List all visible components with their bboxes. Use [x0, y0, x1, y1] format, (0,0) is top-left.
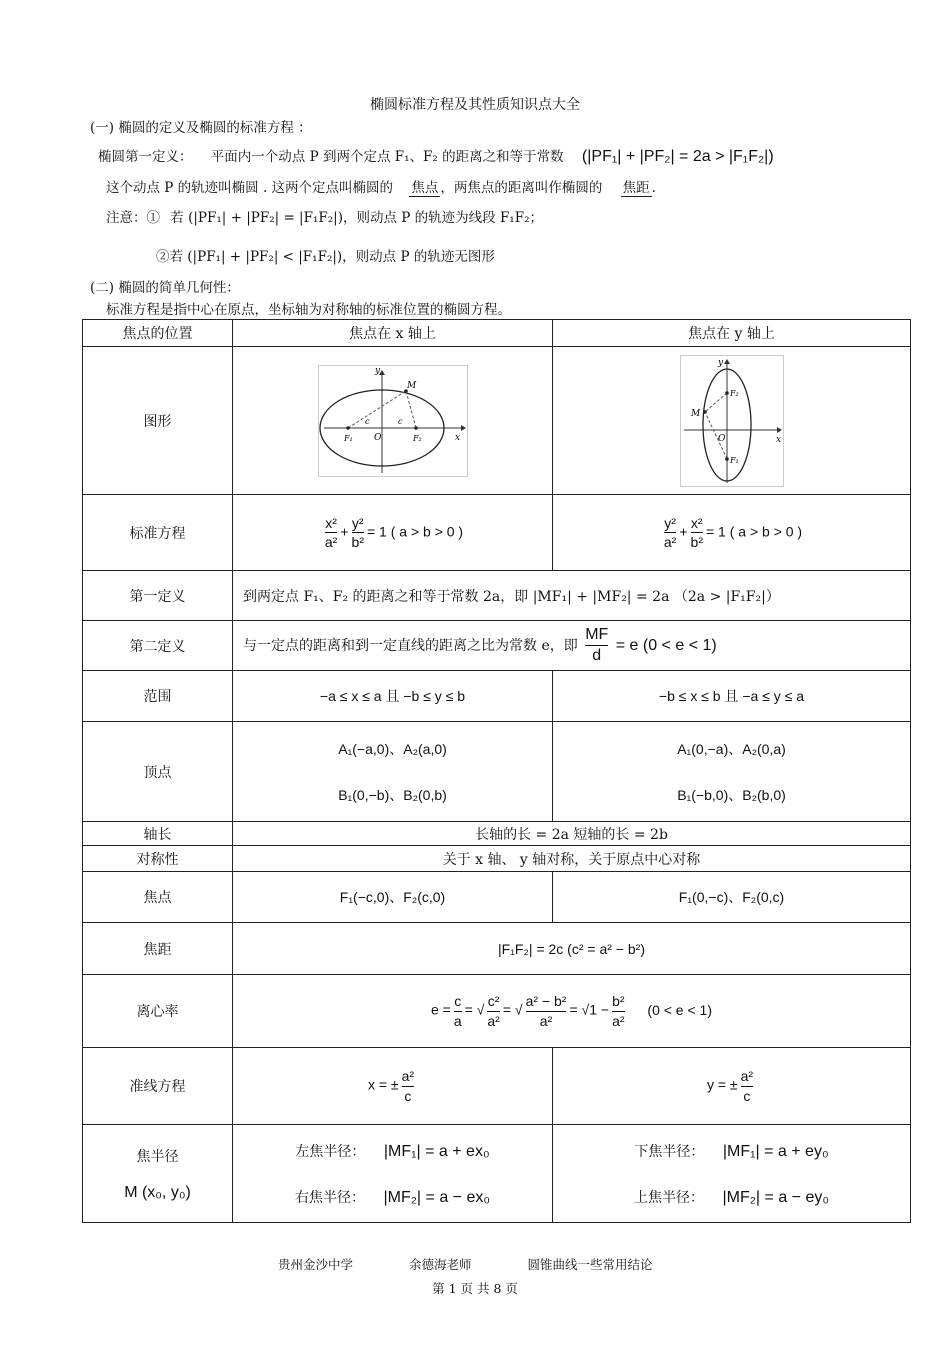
label-f2: F₂ [729, 388, 739, 398]
table-row [83, 846, 911, 872]
header-cell: 焦点在 x 轴上 [233, 320, 553, 347]
focus-x: F₁(−c,0)、F₂(c,0) [233, 872, 553, 923]
vertex-y-a: A₁(0,−a)、A₂(0,a) [677, 740, 786, 757]
row-label-focus: 焦点 [83, 872, 233, 923]
vertex-x-b: B₁(0,−b)、B₂(0,b) [338, 786, 447, 803]
focal-radius-2 [406, 391, 416, 428]
label-f2: F₂ [412, 433, 422, 443]
down-radius-label: 下焦半径： [634, 1143, 705, 1160]
table-row [83, 722, 911, 822]
std-eq-x: $\frac{\text{x²}}{\text{a²}}$ + $\frac{\text{y²}}{\text{b²}}$ = 1 ( a > b > 0 ) [233, 495, 553, 571]
label-f1: F₁ [729, 455, 739, 465]
row-label-vertex: 顶点 [83, 722, 233, 822]
figure-cell-x [233, 347, 553, 495]
label-x: x [454, 432, 460, 443]
page-number: 第 1 页 共 8 页 [432, 1281, 518, 1296]
table-row [83, 495, 911, 571]
table-row [83, 671, 911, 722]
row-label-range: 范围 [83, 671, 233, 722]
def2-tail: = e (0 < e < 1) [615, 636, 717, 654]
focal-dist-text: |F₁F₂| = 2c (c² = a² − b²) [233, 923, 911, 975]
label-y: y [717, 357, 723, 368]
def2-cell: 与一定点的距离和到一定直线的距离之比为常数 e，即 $\frac{MF}{d}$ = e (0 < e < 1) [233, 621, 911, 671]
axis-text: 长轴的长 = 2a 短轴的长 = 2b [233, 822, 911, 846]
radius-x [233, 1125, 553, 1223]
footer-subject: 圆锥曲线一些常用结论 [527, 1257, 653, 1272]
table-row [83, 347, 911, 495]
section1-heading: (一) 椭圆的定义及椭圆的标准方程 ： [90, 120, 312, 136]
note1-label: 注意：① [106, 210, 160, 226]
def-label: 椭圆第一定义： [98, 149, 193, 165]
table-row [83, 1048, 911, 1125]
label-m: M [690, 408, 700, 419]
label-o: O [373, 432, 381, 443]
row-label-ecc: 离心率 [83, 975, 233, 1048]
definition-line [98, 145, 774, 166]
ellipse-y-figure [680, 355, 784, 487]
foci-word: 焦点 [411, 180, 439, 196]
range-x: −a ≤ x ≤ a 且 −b ≤ y ≤ b [233, 671, 553, 722]
x-axis-arrow [777, 427, 782, 433]
def-text: 平面内一个动点 P 到两个定点 F₁、F₂ 的距离之和等于常数 [210, 149, 564, 165]
label-c2: c [397, 416, 402, 426]
row-label-radius: 焦半径 [136, 1148, 179, 1165]
focus-f1 [346, 426, 350, 430]
range-y: −b ≤ x ≤ b 且 −a ≤ y ≤ a [553, 671, 911, 722]
figure-frame [680, 355, 783, 486]
table-row [83, 1125, 911, 1223]
down-radius-eq: |MF₁| = a + ey₀ [722, 1142, 829, 1160]
right-radius-label: 右焦半径： [295, 1189, 365, 1206]
row-label-directrix: 准线方程 [83, 1048, 233, 1125]
radius-label-cell [83, 1125, 233, 1223]
directrix-x: x = ± $\frac{\text{a²}}{c}$ [233, 1048, 553, 1125]
header-cell: 焦点在 y 轴上 [553, 320, 911, 347]
up-radius-eq: |MF₂| = a − ey₀ [722, 1188, 829, 1206]
label-m: M [406, 380, 416, 391]
table-header-row [83, 320, 911, 347]
vertex-x-a: A₁(−a,0)、A₂(a,0) [338, 740, 447, 757]
page-title: 椭圆标准方程及其性质知识点大全 [370, 97, 580, 113]
def-formula: (|PF₁| + |PF₂| = 2a > |F₁F₂|) [581, 148, 774, 165]
def2-text: 与一定点的距离和到一定直线的距离之比为常数 e，即 [243, 637, 578, 654]
right-radius-eq: |MF₂| = a − ex₀ [383, 1188, 490, 1206]
note1-text: 若 (|PF₁| + |PF₂| = |F₁F₂|)，则动点 P 的轨迹为线段 F₁F₂； [170, 210, 543, 226]
ecc-formula: e = $\frac{c}{a}$ = √ $\frac{\text{c²}}{\text{a²}}$ = √ $\frac{\text{a² − b²}}{\text{a²}}$ = √1 − $\frac{\text{b²}}{\text{a²}}$ (0 < e < 1) [233, 975, 911, 1048]
row-label-symmetry: 对称性 [83, 846, 233, 872]
focus-f2 [414, 426, 418, 430]
label-x: x [775, 434, 781, 445]
footer-line [278, 1255, 653, 1273]
note-1 [106, 206, 543, 226]
row-label-def1: 第一定义 [83, 571, 233, 621]
header-cell: 焦点的位置 [83, 320, 233, 347]
table-row [83, 822, 911, 846]
ellipse-x-figure [318, 365, 468, 477]
ecc-tail: (0 < e < 1) [647, 1001, 712, 1018]
focus-f1 [725, 457, 729, 461]
figure-cell-y [553, 347, 911, 495]
note-2: ②若 (|PF₁| + |PF₂| < |F₁F₂|)，则动点 P 的轨迹无图形 [156, 249, 495, 265]
x-axis-arrow [461, 425, 466, 431]
focal-radius-1 [705, 393, 727, 412]
definition-line-2: 这个动点 P 的轨迹叫椭圆 . 这两个定点叫椭圆的 焦点 ，两焦点的距离叫作椭圆的 焦距 . [106, 180, 656, 196]
row-label-focal-dist: 焦距 [83, 923, 233, 975]
table-row [83, 923, 911, 975]
section2-intro: 标准方程是指中心在原点，坐标轴为对称轴的标准位置的椭圆方程。 [106, 302, 511, 318]
def1-text: 到两定点 F₁、F₂ 的距离之和等于常数 2a，即 |MF₁| + |MF₂| = 2a （2a > |F₁F₂|） [233, 571, 911, 621]
def-line2-b: ，两焦点的距离叫作椭圆的 [440, 180, 603, 196]
footer-school: 贵州金沙中学 [278, 1257, 354, 1272]
label-f1: F₁ [343, 433, 353, 443]
up-radius-label: 上焦半径： [634, 1189, 704, 1206]
def-line2-a: 这个动点 P 的轨迹叫椭圆 . 这两个定点叫椭圆的 [106, 180, 394, 196]
table-row [83, 872, 911, 923]
table-row [83, 975, 911, 1048]
focus-f2 [725, 391, 729, 395]
vertex-y [553, 722, 911, 822]
symmetry-text: 关于 x 轴、 y 轴对称，关于原点中心对称 [233, 846, 911, 872]
vertex-y-b: B₁(−b,0)、B₂(b,0) [677, 786, 786, 803]
left-radius-label: 左焦半径： [295, 1143, 366, 1160]
label-c1: c [364, 416, 369, 426]
vertex-x [233, 722, 553, 822]
left-radius-eq: |MF₁| = a + ex₀ [383, 1142, 490, 1160]
directrix-y: y = ± $\frac{\text{a²}}{c}$ [553, 1048, 911, 1125]
footer-teacher: 余德海老师 [409, 1257, 472, 1272]
focal-word: 焦距 [622, 180, 650, 196]
radius-y [553, 1125, 911, 1223]
row-label-axis: 轴长 [83, 822, 233, 846]
label-y: y [374, 365, 380, 376]
table-row [83, 621, 911, 671]
properties-table [82, 319, 911, 1223]
label-o: O [717, 433, 725, 444]
figure-frame [318, 365, 467, 476]
radius-point: M (x₀, y₀) [124, 1183, 191, 1201]
row-label-figure: 图形 [83, 347, 233, 495]
row-label-std-eq: 标准方程 [83, 495, 233, 571]
focus-y: F₁(0,−c)、F₂(0,c) [553, 872, 911, 923]
y-axis-arrow [724, 359, 730, 364]
section2-heading: (二) 椭圆的简单几何性： [90, 280, 240, 296]
table-row [83, 571, 911, 621]
point-m [703, 410, 707, 414]
row-label-def2: 第二定义 [83, 621, 233, 671]
std-eq-y: $\frac{\text{y²}}{\text{a²}}$ + $\frac{\text{x²}}{\text{b²}}$ = 1 ( a > b > 0 ) [553, 495, 911, 571]
